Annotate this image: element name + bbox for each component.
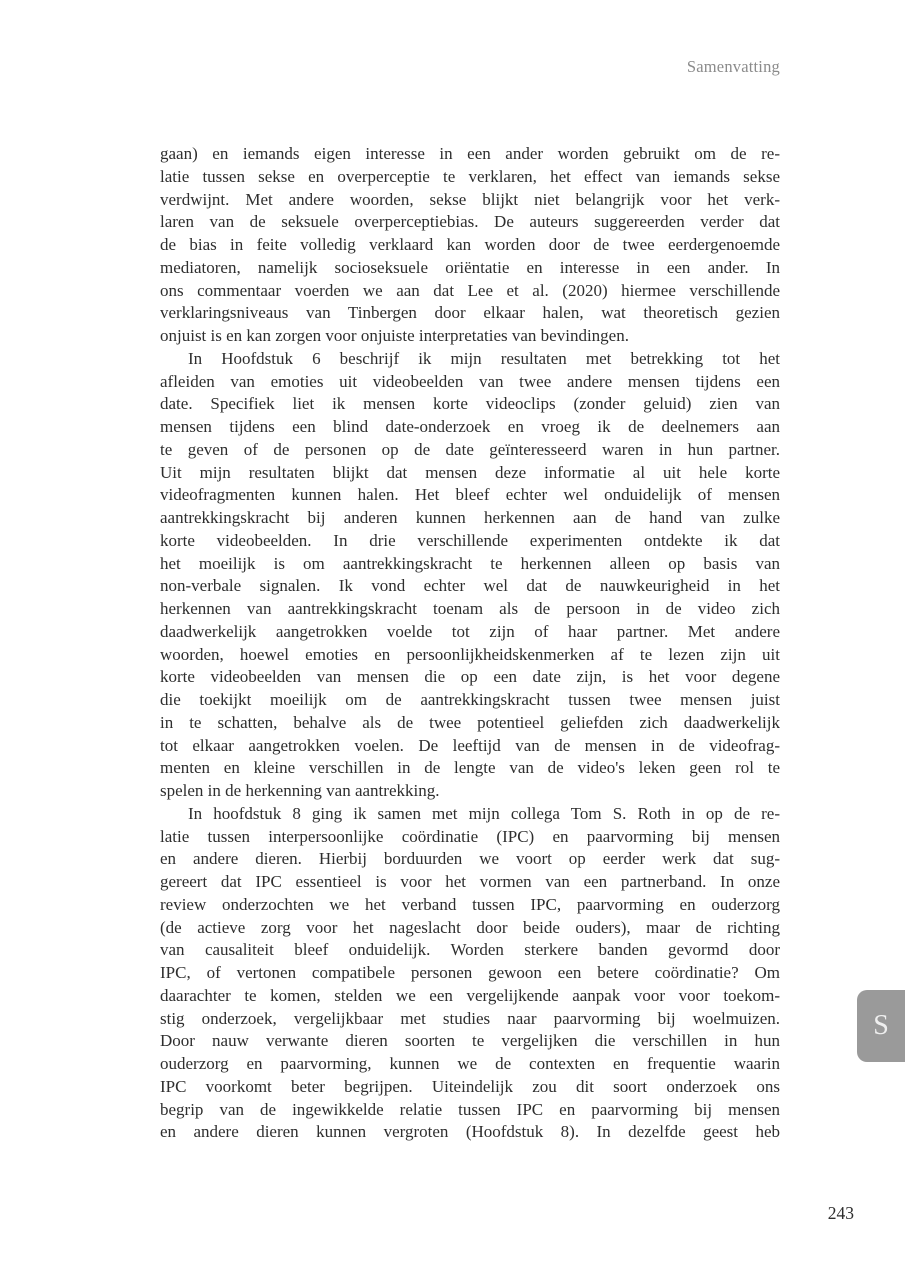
text-line: daadwerkelijk aangetrokken voelde tot zijn of haar partner. Met andere — [160, 621, 780, 641]
text-line: verklaringsniveaus van Tinbergen door elkaar halen, wat theoretisch gezien — [160, 303, 780, 323]
text-line: ons commentaar voerden we aan dat Lee et al. (2020) hiermee verschillende — [160, 280, 780, 300]
text-line: in te schatten, behalve als de twee potentieel geliefden zich daadwerkelijk — [160, 712, 780, 732]
text-line: woorden, hoewel emoties en persoonlijkheidskenmerken af te lezen zijn uit — [160, 644, 780, 664]
text-line: date. Specifiek liet ik mensen korte videoclips (zonder geluid) zien van — [160, 394, 780, 414]
text-line: daarachter te komen, stelden we een vergelijkende aanpak voor voor toekom- — [160, 985, 780, 1005]
text-line: Door nauw verwante dieren soorten te vergelijken die verschillen in hun — [160, 1031, 780, 1051]
text-line: non-verbale signalen. Ik vond echter wel dat de nauwkeurigheid in het — [160, 576, 780, 596]
text-line: latie tussen interpersoonlijke coördinatie (IPC) en paarvorming bij mensen — [160, 826, 780, 846]
text-line: verdwijnt. Met andere woorden, sekse blijkt niet belangrijk voor het verk- — [160, 189, 780, 209]
text-line: en andere dieren. Hierbij borduurden we voort op eerder werk dat sug- — [160, 849, 780, 869]
text-line: In Hoofdstuk 6 beschrijf ik mijn resultaten met betrekking tot het — [188, 348, 780, 368]
text-line: begrip van de ingewikkelde relatie tussen IPC en paarvorming bij mensen — [160, 1099, 780, 1119]
text-line: mediatoren, namelijk socioseksuele oriëntatie en interesse in een ander. In — [160, 257, 780, 277]
text-line: laren van de seksuele overperceptiebias. De auteurs suggereerden verder dat — [160, 212, 780, 232]
text-line: en andere dieren kunnen vergroten (Hoofdstuk 8). In dezelfde geest heb — [160, 1122, 780, 1142]
text-line: afleiden van emoties uit videobeelden van twee andere mensen tijdens een — [160, 371, 780, 391]
text-line: aantrekkingskracht bij anderen kunnen herkennen aan de hand van zulke — [160, 508, 780, 527]
text-line: Uit mijn resultaten blijkt dat mensen deze informatie al uit hele korte — [160, 462, 780, 482]
text-line: herkennen van aantrekkingskracht toenam als de persoon in de video zich — [160, 599, 780, 618]
text-line: IPC, of vertonen compatibele personen gewoon een betere coördinatie? Om — [160, 963, 780, 982]
text-line: gereert dat IPC essentieel is voor het vormen van een partnerband. In onze — [160, 872, 780, 891]
text-line: tot elkaar aangetrokken voelen. De leeftijd van de mensen in de videofrag- — [160, 735, 780, 755]
text-line: IPC voorkomt beter begrijpen. Uiteindelijk zou dit soort onderzoek ons — [160, 1076, 780, 1096]
text-line: van causaliteit bleef onduidelijk. Worden sterkere banden gevormd door — [160, 940, 780, 960]
page-number: 243 — [827, 1203, 854, 1223]
body-text — [160, 143, 780, 1144]
text-line: korte videobeelden. In drie verschillende experimenten ontdekte ik dat — [160, 530, 780, 550]
text-line: videofragmenten kunnen halen. Het bleef echter wel onduidelijk of mensen — [160, 485, 780, 505]
text-line: review onderzochten we het verband tussen IPC, paarvorming en ouderzorg — [160, 894, 780, 914]
chapter-tab — [857, 990, 905, 1062]
text-line: mensen tijdens een blind date-onderzoek en vroeg ik de deelnemers aan — [160, 417, 780, 436]
text-line: In hoofdstuk 8 ging ik samen met mijn collega Tom S. Roth in op de re- — [188, 803, 780, 823]
text-line: menten en kleine verschillen in de lengte van de video's leken geen rol te — [160, 758, 780, 778]
text-line: te geven of de personen op de date geïnteresseerd waren in hun partner. — [160, 439, 780, 459]
text-line: die toekijkt moeilijk om de aantrekkingskracht tussen twee mensen juist — [160, 690, 780, 709]
text-line: spelen in de herkenning van aantrekking. — [160, 781, 440, 800]
text-line: onjuist is en kan zorgen voor onjuiste interpretaties van bevindingen. — [160, 326, 629, 345]
text-line: (de actieve zorg voor het nageslacht door beide ouders), maar de richting — [160, 917, 780, 937]
text-line: latie tussen sekse en overperceptie te verklaren, het effect van iemands sekse — [160, 166, 780, 186]
running-header: Samenvatting — [686, 57, 780, 76]
text-line: ouderzorg en paarvorming, kunnen we de contexten en frequentie waarin — [160, 1054, 780, 1073]
text-line: stig onderzoek, vergelijkbaar met studies naar paarvorming bij woelmuizen. — [160, 1008, 780, 1028]
text-line: gaan) en iemands eigen interesse in een ander worden gebruikt om de re- — [160, 144, 780, 163]
text-line: het moeilijk is om aantrekkingskracht te herkennen alleen op basis van — [160, 553, 780, 573]
text-line: de bias in feite volledig verklaard kan worden door de twee eerdergenoemde — [160, 235, 780, 254]
text-line: korte videobeelden van mensen die op een date zijn, is het voor degene — [160, 667, 780, 687]
chapter-tab-letter: S — [873, 1010, 889, 1041]
